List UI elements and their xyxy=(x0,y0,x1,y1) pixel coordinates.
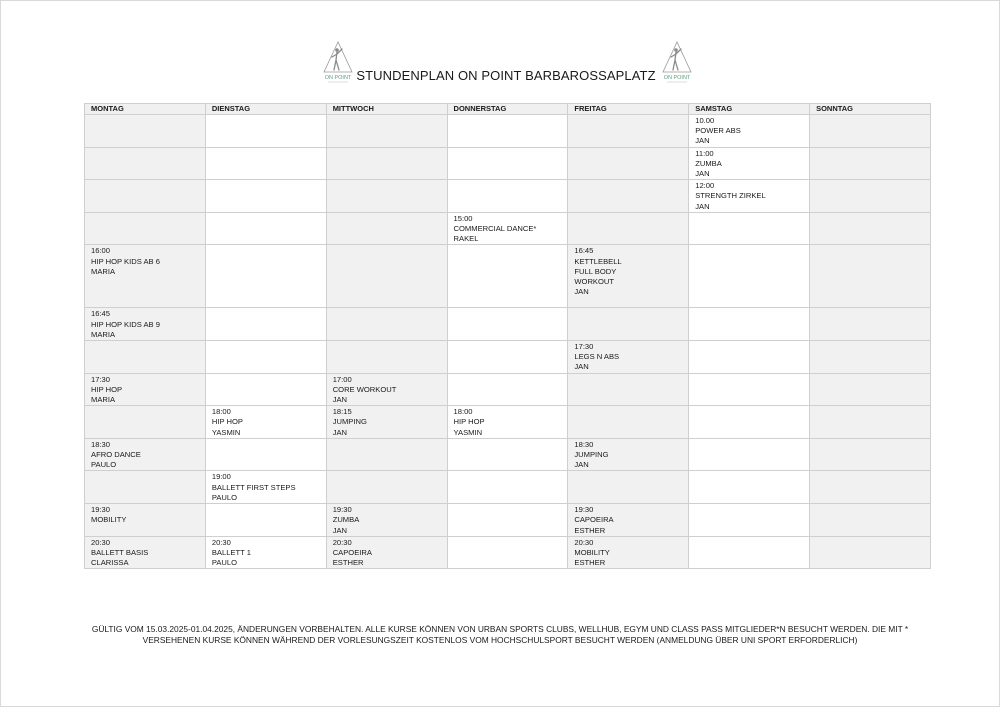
schedule-row xyxy=(85,504,931,537)
empty-cell xyxy=(447,373,568,406)
empty-cell xyxy=(810,245,931,308)
schedule-body xyxy=(85,115,931,569)
class-cell xyxy=(326,536,447,569)
empty-cell xyxy=(568,147,689,180)
class-cell xyxy=(568,341,689,374)
class-time: 20:30 xyxy=(211,537,231,547)
empty-cell xyxy=(447,180,568,213)
class-time: 18:30 xyxy=(91,439,111,449)
class-name: BALLETT BASIS xyxy=(91,547,149,557)
schedule-row xyxy=(85,438,931,471)
schedule-row xyxy=(85,471,931,504)
empty-cell xyxy=(205,212,326,245)
empty-cell xyxy=(205,180,326,213)
empty-cell xyxy=(447,341,568,374)
class-time: 15:00 xyxy=(453,213,473,223)
class-trainer: MARIA xyxy=(91,395,116,405)
empty-cell xyxy=(205,147,326,180)
empty-cell xyxy=(568,471,689,504)
empty-cell xyxy=(205,245,326,308)
empty-cell xyxy=(205,438,326,471)
dancer-logo-icon xyxy=(320,40,356,84)
class-trainer: JAN xyxy=(574,362,589,372)
on-point-logo-left xyxy=(320,40,356,84)
class-time: 17:00 xyxy=(332,374,352,384)
empty-cell xyxy=(689,406,810,439)
class-trainer: PAULO xyxy=(211,492,238,502)
class-time: 12:00 xyxy=(695,181,715,191)
class-name: HIP HOP xyxy=(211,417,243,427)
class-time: 20:30 xyxy=(332,537,352,547)
footer-line: VERSEHENEN KURSE KÖNNEN WÄHREND DER VORLESUNGSZEIT KOSTENLOS VOM HOCHSCHULSPORT BESUCHT WERDEN (ANMELDUNG ÜBER UNI SPORT ERFORDERLICH) xyxy=(142,635,858,645)
empty-cell xyxy=(810,471,931,504)
class-time: 17:30 xyxy=(574,342,594,352)
empty-cell xyxy=(326,147,447,180)
class-time: 19:30 xyxy=(332,505,352,515)
schedule-row xyxy=(85,536,931,569)
class-cell xyxy=(85,536,206,569)
class-time: 16:00 xyxy=(91,246,111,256)
empty-cell xyxy=(810,406,931,439)
class-name: CORE WORKOUT xyxy=(332,384,397,394)
empty-cell xyxy=(810,212,931,245)
empty-cell xyxy=(85,406,206,439)
empty-cell xyxy=(810,147,931,180)
class-time: 16:45 xyxy=(91,309,111,319)
empty-cell xyxy=(85,341,206,374)
empty-cell xyxy=(326,212,447,245)
class-cell xyxy=(85,308,206,341)
empty-cell xyxy=(810,373,931,406)
class-trainer: JAN xyxy=(695,136,710,146)
day-header: MITTWOCH xyxy=(326,104,447,115)
class-trainer: CLARISSA xyxy=(91,558,129,568)
class-name: JUMPING xyxy=(332,417,367,427)
class-trainer: PAULO xyxy=(91,460,117,470)
class-name: STRENGTH ZIRKEL xyxy=(695,191,766,201)
empty-cell xyxy=(568,115,689,148)
class-trainer: YASMIN xyxy=(453,427,483,437)
class-name: HIP HOP KIDS AB 6 xyxy=(91,256,160,266)
empty-cell xyxy=(810,536,931,569)
empty-cell xyxy=(447,536,568,569)
empty-cell xyxy=(447,115,568,148)
empty-cell xyxy=(205,341,326,374)
empty-cell xyxy=(85,212,206,245)
day-header: DIENSTAG xyxy=(205,104,326,115)
schedule-row xyxy=(85,245,931,308)
empty-cell xyxy=(568,180,689,213)
empty-cell xyxy=(85,147,206,180)
class-name: BALLETT 1 xyxy=(211,547,251,557)
empty-cell xyxy=(447,245,568,308)
empty-cell xyxy=(447,471,568,504)
empty-cell xyxy=(810,308,931,341)
day-header-row xyxy=(85,104,931,115)
class-cell xyxy=(205,406,326,439)
day-header: SAMSTAG xyxy=(689,104,810,115)
schedule-row xyxy=(85,147,931,180)
empty-cell xyxy=(689,341,810,374)
empty-cell xyxy=(326,115,447,148)
class-trainer: YASMIN xyxy=(211,427,241,437)
empty-cell xyxy=(810,115,931,148)
day-header: MONTAG xyxy=(85,104,206,115)
empty-cell xyxy=(85,180,206,213)
empty-cell xyxy=(689,438,810,471)
class-name: WORKOUT xyxy=(574,277,615,287)
empty-cell xyxy=(326,308,447,341)
class-trainer: JAN xyxy=(695,169,710,179)
class-time: 19:00 xyxy=(211,472,231,482)
day-header: DONNERSTAG xyxy=(447,104,568,115)
class-cell xyxy=(568,536,689,569)
empty-cell xyxy=(810,438,931,471)
class-cell xyxy=(85,504,206,537)
empty-cell xyxy=(205,373,326,406)
class-trainer: ESTHER xyxy=(574,525,606,535)
empty-cell xyxy=(447,504,568,537)
class-name: JUMPING xyxy=(574,450,609,460)
empty-cell xyxy=(205,115,326,148)
class-name: BALLETT FIRST STEPS xyxy=(211,482,296,492)
empty-cell xyxy=(85,115,206,148)
footer-line: GÜLTIG VOM 15.03.2025-01.04.2025, ÄNDERUNGEN VORBEHALTEN. ALLE KURSE KÖNNEN VON URBAN SPORTS CLUBS, WELLHUB, EGYM UND CLASS PASS MITGLIEDER*N BESUCHT WERDEN. DIE MIT * xyxy=(91,624,909,634)
dancer-logo-icon xyxy=(659,40,695,84)
class-cell xyxy=(447,212,568,245)
class-name: CAPOEIRA xyxy=(332,547,372,557)
class-name: MOBILITY xyxy=(574,547,610,557)
empty-cell xyxy=(810,504,931,537)
class-cell xyxy=(568,245,689,308)
empty-cell xyxy=(326,438,447,471)
empty-cell xyxy=(326,471,447,504)
day-header: FREITAG xyxy=(568,104,689,115)
class-time: 20:30 xyxy=(574,537,594,547)
class-cell xyxy=(85,373,206,406)
class-name: LEGS N ABS xyxy=(574,352,620,362)
class-name: HIP HOP xyxy=(91,384,123,394)
empty-cell xyxy=(689,212,810,245)
class-time: 19:30 xyxy=(574,505,594,515)
on-point-logo-right xyxy=(659,40,695,84)
class-name: AFRO DANCE xyxy=(91,450,141,460)
empty-cell xyxy=(568,373,689,406)
empty-cell xyxy=(810,341,931,374)
class-cell xyxy=(85,245,206,308)
class-time: 11:00 xyxy=(695,148,714,158)
class-trainer: MARIA xyxy=(91,329,116,339)
schedule-row xyxy=(85,212,931,245)
empty-cell xyxy=(326,180,447,213)
class-cell xyxy=(326,406,447,439)
page-title: STUNDENPLAN ON POINT BARBAROSSAPLATZ xyxy=(356,68,656,83)
empty-cell xyxy=(568,308,689,341)
class-trainer: JAN xyxy=(695,201,710,211)
empty-cell xyxy=(689,504,810,537)
class-time: 17:30 xyxy=(91,374,111,384)
class-cell xyxy=(205,536,326,569)
class-time: 18:30 xyxy=(574,439,594,449)
empty-cell xyxy=(447,438,568,471)
empty-cell xyxy=(689,471,810,504)
class-name: KETTLEBELL xyxy=(574,256,622,266)
class-trainer: JAN xyxy=(574,460,589,470)
class-name: ZUMBA xyxy=(332,515,360,525)
class-trainer: JAN xyxy=(332,395,348,405)
class-trainer: ESTHER xyxy=(574,558,606,568)
class-cell xyxy=(568,504,689,537)
class-time: 20:30 xyxy=(91,537,111,547)
class-time: 18:00 xyxy=(453,407,473,417)
class-trainer: JAN xyxy=(574,287,589,297)
class-cell xyxy=(689,180,810,213)
class-name: FULL BODY xyxy=(574,266,617,276)
svg-text:ON POINT: ON POINT xyxy=(663,75,691,81)
class-cell xyxy=(205,471,326,504)
class-cell xyxy=(326,373,447,406)
class-cell xyxy=(85,438,206,471)
schedule-row xyxy=(85,308,931,341)
empty-cell xyxy=(447,308,568,341)
svg-text:ON POINT: ON POINT xyxy=(324,75,352,81)
class-time: 18:00 xyxy=(211,407,231,417)
class-time: 10.00 xyxy=(695,116,715,125)
empty-cell xyxy=(810,180,931,213)
class-cell xyxy=(689,147,810,180)
class-cell xyxy=(568,438,689,471)
footer-note xyxy=(60,624,940,646)
schedule-table xyxy=(84,103,931,569)
schedule-row xyxy=(85,373,931,406)
class-time: 19:30 xyxy=(91,505,111,515)
class-cell xyxy=(326,504,447,537)
schedule-row xyxy=(85,115,931,148)
class-name: MOBILITY xyxy=(91,515,127,525)
day-header: SONNTAG xyxy=(810,104,931,115)
schedule-row xyxy=(85,180,931,213)
empty-cell xyxy=(326,245,447,308)
class-trainer: JAN xyxy=(332,427,348,437)
class-name: HIP HOP KIDS AB 9 xyxy=(91,319,160,329)
header xyxy=(0,40,1000,86)
class-time: 16:45 xyxy=(574,246,594,256)
empty-cell xyxy=(689,373,810,406)
class-trainer: ESTHER xyxy=(332,558,364,568)
empty-cell xyxy=(568,406,689,439)
empty-cell xyxy=(689,245,810,308)
empty-cell xyxy=(205,308,326,341)
empty-cell xyxy=(447,147,568,180)
schedule-row xyxy=(85,341,931,374)
class-trainer: MARIA xyxy=(91,266,116,276)
class-cell xyxy=(447,406,568,439)
class-trainer: JAN xyxy=(332,525,348,535)
class-name: COMMERCIAL DANCE* xyxy=(453,224,537,234)
empty-cell xyxy=(689,536,810,569)
class-name: CAPOEIRA xyxy=(574,515,614,525)
empty-cell xyxy=(326,341,447,374)
class-name: HIP HOP xyxy=(453,417,485,427)
empty-cell xyxy=(85,471,206,504)
class-time: 18:15 xyxy=(332,407,352,417)
class-trainer: PAULO xyxy=(211,558,238,568)
empty-cell xyxy=(689,308,810,341)
empty-cell xyxy=(205,504,326,537)
class-name: ZUMBA xyxy=(695,158,722,168)
class-cell xyxy=(689,115,810,148)
empty-cell xyxy=(568,212,689,245)
class-name: POWER ABS xyxy=(695,126,741,136)
class-trainer: RAKEL xyxy=(453,234,479,244)
schedule-row xyxy=(85,406,931,439)
